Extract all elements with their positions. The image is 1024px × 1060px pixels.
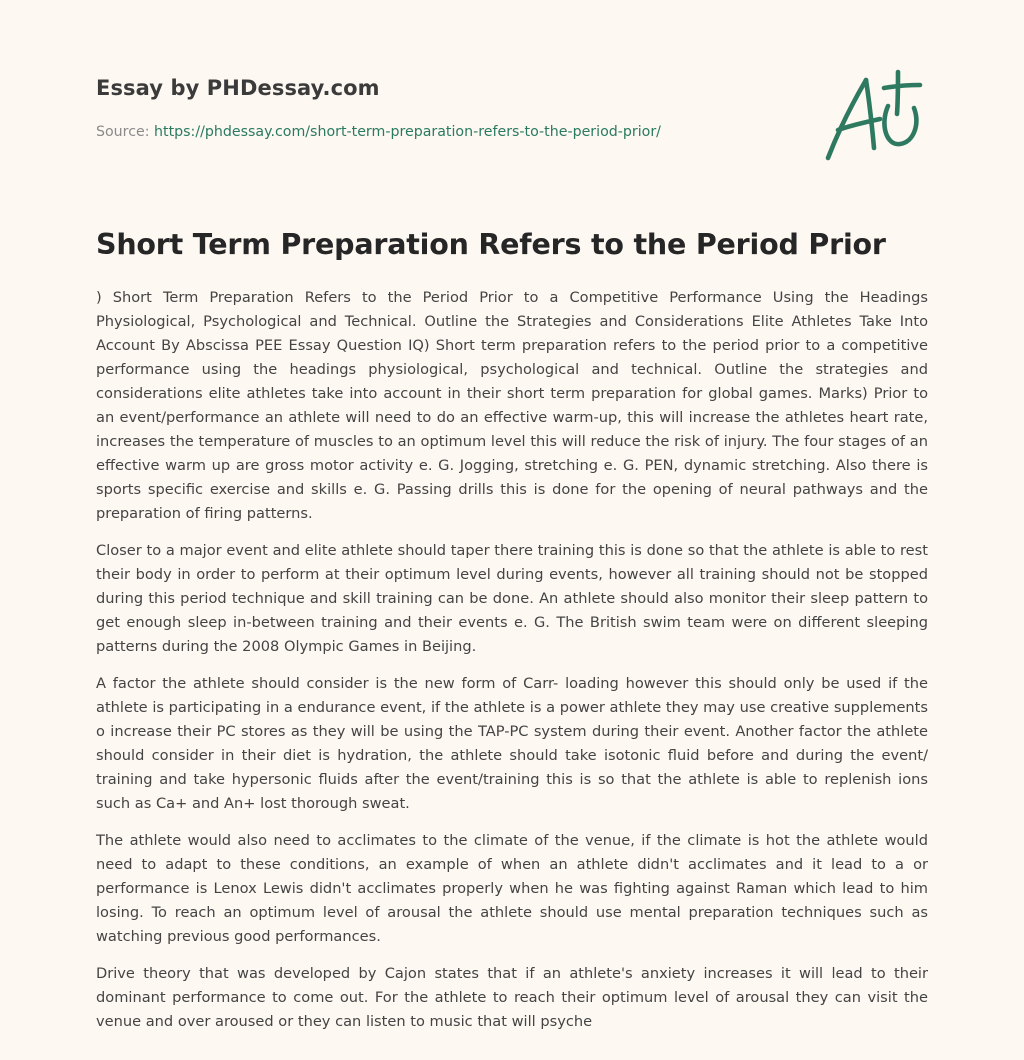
essay-paragraph: Drive theory that was developed by Cajon states that if an athlete's anxiety increases it will lead to their dominant performance to come out. For the athlete to reach their optimum level of arousal they can visit the venue and over aroused or they can listen to music that will psyche: [96, 965, 928, 1030]
site-title: Essay by PHDessay.com: [96, 76, 380, 100]
essay-paragraph: A factor the athlete should consider is the new form of Carr- loading however this should only be used if the athlete is participating in a endurance event, if the athlete is a power athlete they may use creative supplements o increase their PC stores as they will be using the TAP-PC system during their event. Another factor the athlete should consider in their diet is hydration, the athlete should take isotonic fluid before and during the event/ training and take hypersonic fluids after the event/training this is so that the athlete is able to replenish ions such as Ca+ and An+ lost thorough sweat.: [96, 675, 928, 812]
essay-body: [96, 286, 928, 1047]
essay-paragraph: Closer to a major event and elite athlete should taper there training this is done so that the athlete is able to rest their body in order to perform at their optimum level during events, however all training should not be stopped during this period technique and skill training can be done. An athlete should also monitor their sleep pattern to get enough sleep in-between training and their events e. G. The British swim team were on different sleeping patterns during the 2008 Olympic Games in Beijing.: [96, 542, 928, 655]
source-link[interactable]: https://phdessay.com/short-term-preparation-refers-to-the-period-prior/: [154, 124, 661, 140]
a-plus-grade-icon: [818, 66, 930, 166]
source-line: [96, 124, 661, 140]
essay-paragraph: ) Short Term Preparation Refers to the Period Prior to a Competitive Performance Using the Headings Physiological, Psychological and Technical. Outline the Strategies and Considerations Elite Athletes Take Into Account By Abscissa PEE Essay Question IQ) Short term preparation refers to the period prior to a competitive performance using the headings physiological, psychological and technical. Outline the strategies and considerations elite athletes take into account in their short term preparation for global games. Marks) Prior to an event/performance an athlete will need to do an effective warm-up, this will increase the athletes heart rate, increases the temperature of muscles to an optimum level this will reduce the risk of injury. The four stages of an effective warm up are gross motor activity e. G. Jogging, stretching e. G. PEN, dynamic stretching. Also there is sports specific exercise and skills e. G. Passing drills this is done for the opening of neural pathways and the preparation of firing patterns.: [96, 289, 928, 522]
source-label: Source:: [96, 124, 150, 140]
essay-title: Short Term Preparation Refers to the Period Prior: [96, 228, 886, 261]
essay-paragraph: The athlete would also need to acclimates to the climate of the venue, if the climate is hot the athlete would need to adapt to these conditions, an example of when an athlete didn't acclimates and it lead to a or performance is Lenox Lewis didn't acclimates properly when he was fighting against Raman which lead to him losing. To reach an optimum level of arousal the athlete should use mental preparation techniques such as watching previous good performances.: [96, 832, 928, 945]
